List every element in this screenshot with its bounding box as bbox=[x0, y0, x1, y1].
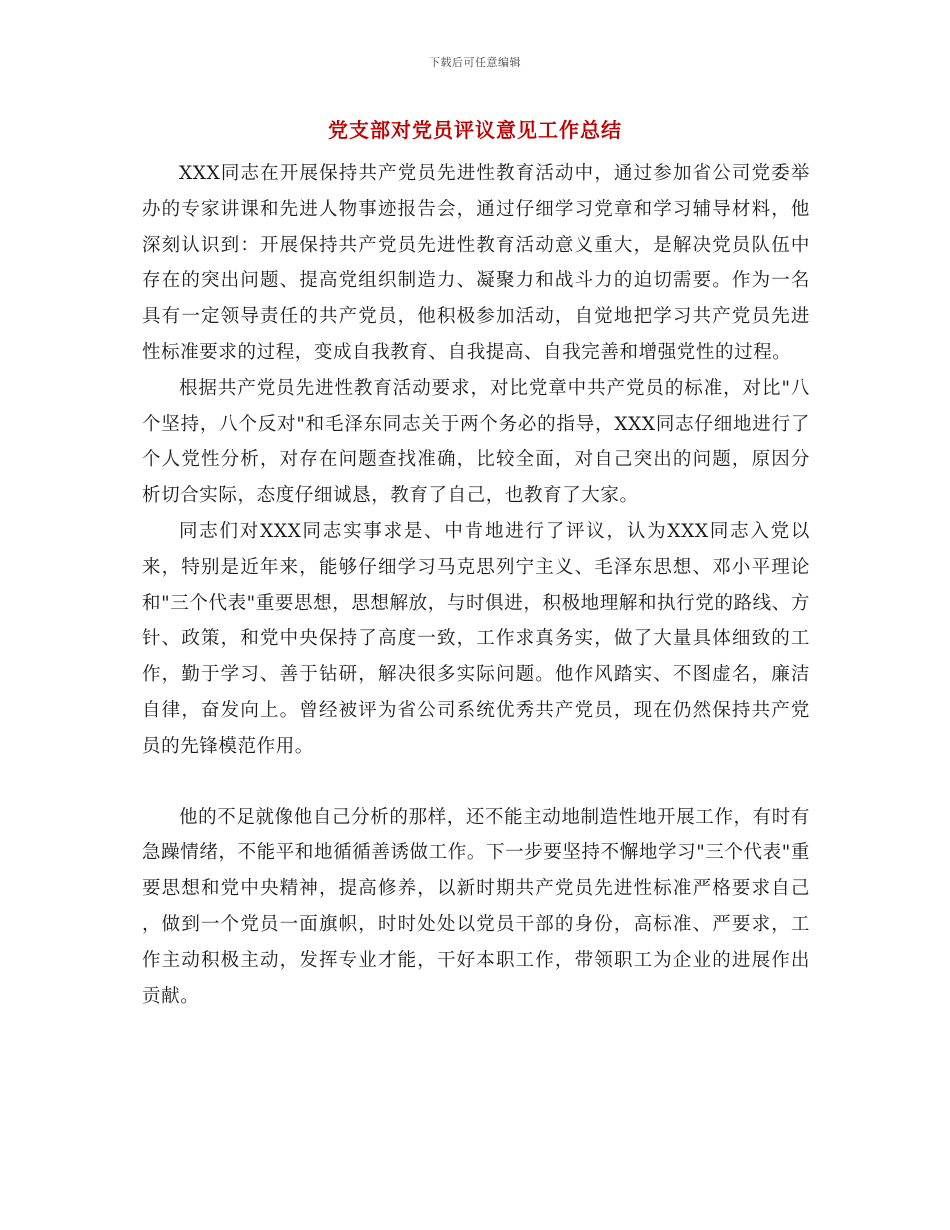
paragraph-3: 同志们对XXX同志实事求是、中肯地进行了评议，认为XXX同志入党以来，特别是近年来，能够仔细学习马克思列宁主义、毛泽东思想、邓小平理论和"三个代表"重要思想，思想解放，与时俱进，积极地理解和执行党的路线、方针、政策，和党中央保持了高度一致，工作求真务实，做了大量具体细致的工作，勤于学习、善于钻研，解决很多实际问题。他作风踏实、不图虚名，廉洁自律，奋发向上。曾经被评为省公司系统优秀共产党员，现在仍然保持共产党员的先锋模范作用。 bbox=[142, 520, 810, 757]
paragraph-4: 他的不足就像他自己分析的那样，还不能主动地制造性地开展工作，有时有急躁情绪，不能平和地循循善诱做工作。下一步要坚持不懈地学习"三个代表"重要思想和党中央精神，提高修养，以新时期共产党员先进性标准严格要求自己 ，做到一个党员一面旗帜，时时处处以党员干部的身份，高标准、严要求，工作主动积极主动，发挥专业才能，干好本职工作，带领职工为企业的进展作出贡献。 bbox=[142, 806, 810, 1007]
document-body bbox=[142, 156, 810, 1014]
paragraph-1: XXX同志在开展保持共产党员先进性教育活动中，通过参加省公司党委举办的专家讲课和先进人物事迹报告会，通过仔细学习党章和学习辅导材料，他深刻认识到：开展保持共产党员先进性教育活动意义重大，是解决党员队伍中存在的突出问题、提高党组织制造力、凝聚力和战斗力的迫切需要。作为一名具有一定领导责任的共产党员，他积极参加活动，自觉地把学习共产党员先进性标准要求的过程，变成自我教育、自我提高、自我完善和增强党性的过程。 bbox=[142, 163, 810, 363]
paragraph-2: 根据共产党员先进性教育活动要求，对比党章中共产党员的标准，对比"八个坚持，八个反对"和毛泽东同志关于两个务必的指导，XXX同志仔细地进行了个人党性分析，对存在问题查找准确，比较全面，对自己突出的问题，原因分析切合实际，态度仔细诚恳，教育了自己，也教育了大家。 bbox=[142, 377, 810, 507]
header-note: 下载后可任意编辑 bbox=[429, 56, 521, 69]
document-title: 党支部对党员评议意见工作总结 bbox=[328, 118, 622, 142]
